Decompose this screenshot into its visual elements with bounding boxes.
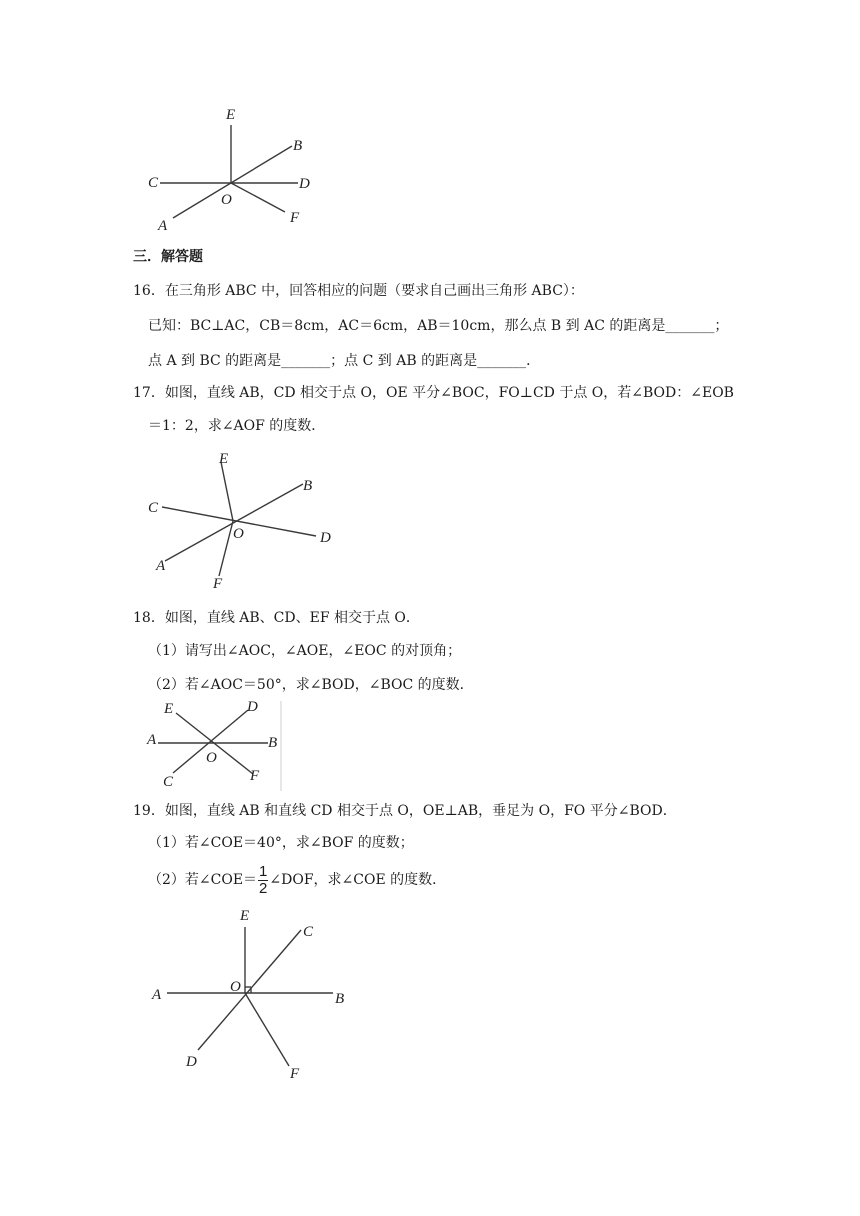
q16-line2: 已知：BC⊥AC，CB＝8cm，AC＝6cm，AB＝10cm，那么点 B 到 AC 的距离是_______； [148, 318, 729, 334]
label-a: A [156, 558, 166, 574]
label-d: D [247, 699, 258, 715]
label-o: O [206, 750, 217, 766]
label-e: E [219, 451, 229, 467]
label-f: F [250, 768, 260, 784]
label-o: O [221, 192, 232, 208]
label-e: E [164, 701, 174, 717]
q19-line2: （1）若∠COE＝40°，求∠BOF 的度数； [148, 835, 414, 851]
label-f: F [213, 576, 223, 592]
q17-line1: 17．如图，直线 AB，CD 相交于点 O，OE 平分∠BOC，FO⊥CD 于点 O，若∠BOD：∠EOB [133, 385, 734, 401]
figure-4 [140, 900, 360, 1085]
label-d: D [186, 1054, 197, 1070]
ray-o-e [221, 462, 233, 521]
line-a-b [173, 146, 292, 218]
fraction-denominator: 2 [259, 879, 268, 897]
label-b: B [268, 735, 278, 751]
label-b: B [293, 138, 303, 154]
label-c: C [303, 924, 314, 940]
q19-line3 [148, 862, 446, 898]
label-f: F [290, 1066, 300, 1082]
q16-line1: 16．在三角形 ABC 中，回答相应的问题（要求自己画出三角形 ABC）： [133, 283, 584, 299]
label-a: A [147, 732, 157, 748]
line-c-d [198, 930, 301, 1050]
figure-3 [140, 695, 290, 795]
q19-line3-pre: （2）若∠COE＝ [148, 872, 258, 888]
q18-line2: （1）请写出∠AOC，∠AOE，∠EOC 的对顶角； [148, 643, 462, 659]
figure-2 [140, 445, 350, 595]
q19-line1: 19．如图，直线 AB 和直线 CD 相交于点 O，OE⊥AB，垂足为 O，FO 平分∠BOD． [133, 803, 677, 819]
q16-line3: 点 A 到 BC 的距离是_______；点 C 到 AB 的距离是_______． [148, 353, 541, 369]
fraction-numerator: 1 [259, 862, 268, 880]
label-a: A [152, 987, 162, 1003]
q18-line3: （2）若∠AOC＝50°，求∠BOD，∠BOC 的度数． [148, 677, 474, 693]
label-a: A [158, 218, 168, 234]
label-c: C [148, 500, 159, 516]
label-d: D [299, 176, 310, 192]
label-b: B [303, 478, 313, 494]
label-b: B [335, 991, 345, 1007]
section-title: 三．解答题 [133, 249, 203, 265]
label-f: F [290, 210, 300, 226]
ray-o-f [231, 183, 285, 212]
label-c: C [148, 175, 159, 191]
label-c: C [163, 774, 174, 790]
line-a-b [165, 484, 303, 561]
label-o: O [230, 979, 241, 995]
ray-o-f [245, 993, 289, 1066]
label-d: D [320, 530, 331, 546]
label-e: E [240, 908, 250, 924]
q17-line2: ＝1：2，求∠AOF 的度数． [148, 418, 326, 434]
label-e: E [226, 107, 236, 123]
label-o: O [233, 526, 244, 542]
q19-line3-post: ∠DOF，求∠COE 的度数． [269, 872, 447, 888]
figure-1 [140, 100, 330, 240]
q18-line1: 18．如图，直线 AB、CD、EF 相交于点 O． [133, 610, 420, 626]
fraction-one-half [258, 864, 268, 897]
